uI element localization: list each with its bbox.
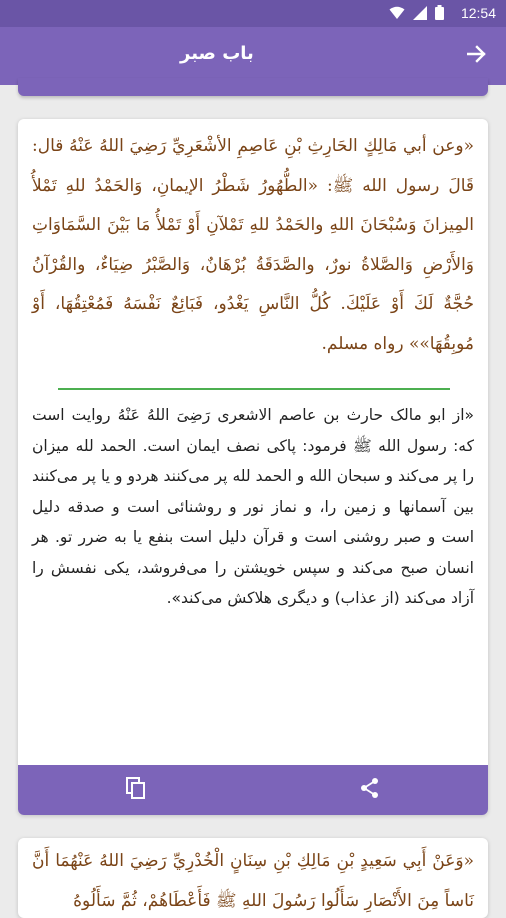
hadith-card	[18, 119, 488, 815]
status-bar	[0, 0, 506, 27]
page-title: باب صبر	[180, 43, 254, 64]
hadith-arabic-text: «وعن أبي مَالِكٍ الحَارِثِ بْنِ عَاصِمِ الأشْعَرِيِّ رَضِيَ اللهُ عَنْهُ قال: قَالَ رسول الله ﷺ: «الطُّهُورُ شَطْرُ الإيمانِ، وَالحَمْدُ للهِ تَمْلأُ المِيزانَ وَسُبْحَانَ اللهِ والحَمْدُ للهِ تَمْلآنِ أَوْ تَمْلأُ مَا بَيْنَ السَّمَاوَاتِ وَالأَرْضِ وَالصَّلاةُ نورٌ، والصَّدَقَةُ بُرْهَانٌ، وَالصَّبْرُ ضِيَاءٌ، والقُرْآنُ حُجَّةٌ لَكَ أَوْ عَلَيْكَ. كُلُّ النَّاسِ يَغْدُو، فَبَائِعٌ نَفْسَهُ فَمُعْتِقُهَا، أَوْ مُوبِقُهَا»» رواه مسلم.	[32, 136, 474, 354]
share-button[interactable]	[355, 775, 385, 805]
battery-icon	[435, 5, 444, 24]
previous-card-footer	[18, 78, 488, 96]
back-button[interactable]	[462, 41, 492, 71]
hadith-translation-text: «از ابو مالک حارث بن عاصم الاشعری رَضِیَ اللهُ عَنْهُ روایت است که: رسول الله ﷺ فرمود: پاکی نصف ایمان است. الحمد لله میزان را پر می‌کند و سبحان الله و الحمد لله پر می‌کنند هردو و یا پر می‌کنند بین آسمانها و زمین را، و نماز نور و روشنائی است و صدقه دلیل است و صبر روشنی است و قرآن دلیل است بنفع یا به ضرر تو. هر انسان صبح می‌کند و سپس خویشتن را می‌فروشد، یکی نفسش را آزاد می‌کند (از عذاب) و دیگری هلاکش می‌کند».	[32, 406, 474, 607]
app-bar	[0, 27, 506, 85]
next-hadith-card	[18, 838, 488, 918]
wifi-icon	[389, 5, 405, 24]
divider	[58, 388, 450, 390]
share-icon	[360, 777, 380, 803]
arrow-right-icon	[467, 45, 487, 67]
status-time: 12:54	[460, 5, 496, 21]
next-hadith-arabic-text: «وَعَنْ أَبِي سَعِيدٍ بْنِ مَالِكِ بْنِ سِنَانٍ الْخُدْرِيِّ رَضِيَ اللهُ عَنْهُمَا أَنَّ نَاساً مِنَ الأَنْصَارِ سَأَلُوا رَسُولَ اللهِ ﷺ فَأَعْطَاهُمْ، ثُمَّ سَأَلُوهُ	[32, 851, 474, 911]
copy-button[interactable]	[121, 775, 151, 805]
copy-icon	[126, 777, 146, 803]
status-icons	[389, 5, 444, 24]
card-action-bar	[18, 765, 488, 815]
signal-icon	[413, 5, 427, 24]
